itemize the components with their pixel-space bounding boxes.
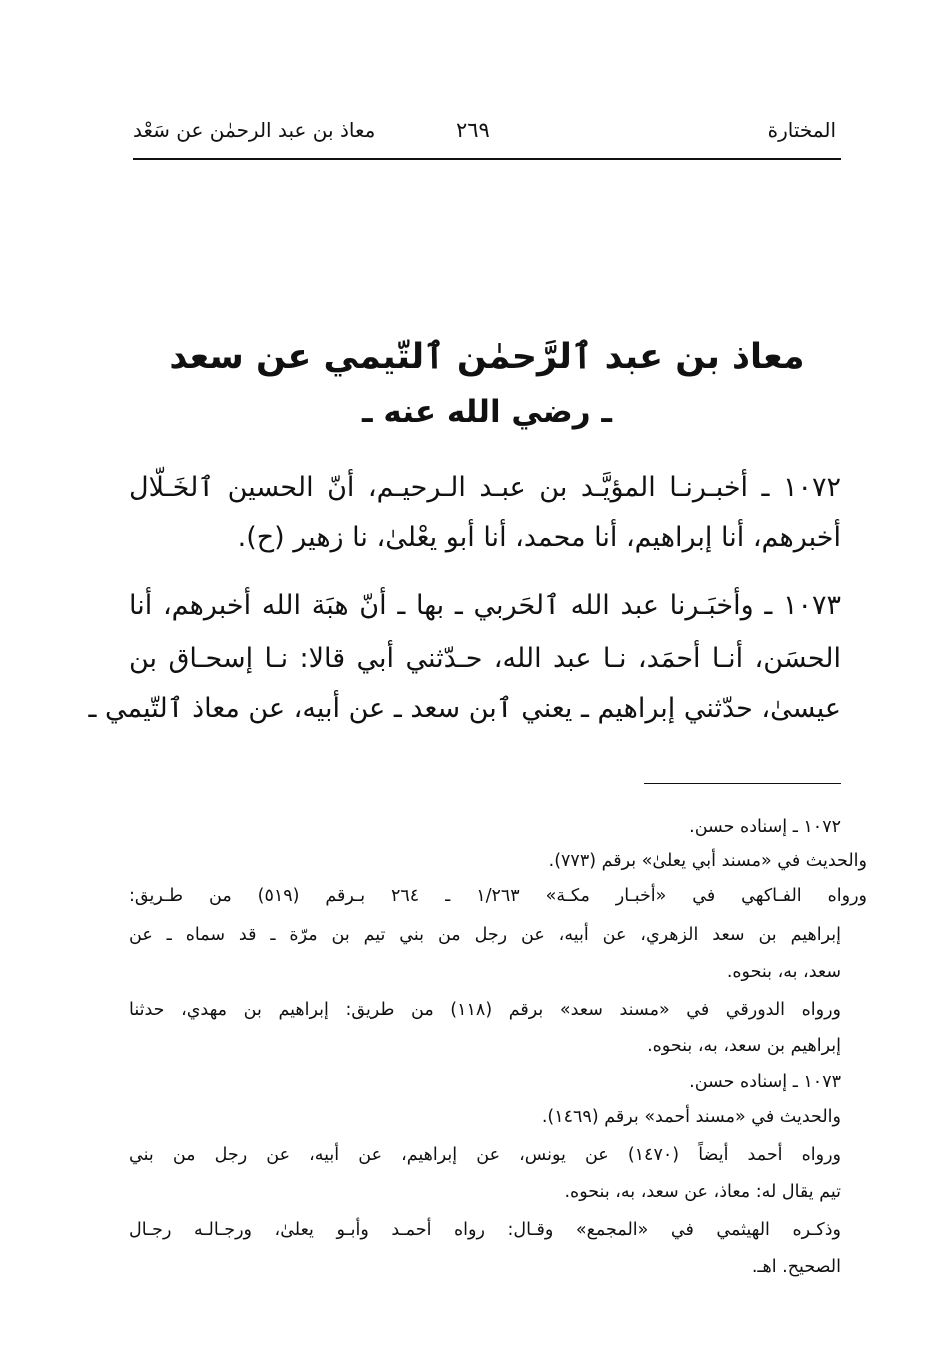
footnote-line: ورواه أحمد أيضاً (١٤٧٠) عن يونس، عن إبراهيم، عن أبيه، عن رجل من بني	[129, 1145, 841, 1165]
footnote-line: الصحيح. اهـ.	[751, 1257, 841, 1277]
body-line: ١٠٧٢ ـ أخبـرنـا المؤيَّـد بن عبـد الـرحيـم، أنّ الحسين ٱلخَـلّال	[129, 472, 841, 503]
running-header-chapter-title: معاذ بن عبد الرحمٰن عن سَعْد	[133, 118, 376, 142]
body-line: أخبرهم، أنا إبراهيم، أنا محمد، أنا أبو يعْلىٰ، نا زهير (ح).	[237, 522, 841, 553]
footnote-line: إبراهيم بن سعد الزهري، عن أبيه، عن رجل من بني تيم بن مرّة ـ قد سماه ـ عن	[129, 925, 841, 945]
body-line: ١٠٧٣ ـ وأخبَـرنا عبد الله ٱلحَربي ـ بها ـ أنّ هبَة الله أخبرهم، أنا	[129, 590, 841, 621]
footnote-line: تيم يقال له: معاذ، عن سعد، به، بنحوه.	[564, 1182, 841, 1202]
footnote-line: إبراهيم بن سعد، به، بنحوه.	[647, 1036, 841, 1056]
footnote-line: ورواه الفـاكهي في «أخبـار مكـة» ١/٢٦٣ ـ ٢٦٤ بـرقم (٥١٩) من طـريق:	[129, 886, 867, 906]
page-number: ٢٦٩	[456, 118, 490, 142]
footnote-line: وذكـره الهيثمي في «المجمع» وقـال: رواه أحمـد وأبـو يعلىٰ، ورجـالـه رجـال	[129, 1220, 841, 1240]
footnote-line: ١٠٧٢ ـ إسناده حسن.	[689, 817, 841, 837]
footnote-line: ورواه الدورقي في «مسند سعد» برقم (١١٨) من طريق: إبراهيم بن مهدي، حدثنا	[129, 1000, 842, 1020]
body-line: عيسىٰ، حدّثني إبراهيم ـ يعني ٱبن سعد ـ عن أبيه، عن معاذ ٱلتّيمي ـ	[88, 693, 841, 724]
footnote-divider	[644, 783, 841, 784]
chapter-subtitle: ـ رضي الله عنه ـ	[362, 394, 612, 430]
running-header-book-title: المختارة	[767, 118, 836, 142]
footnote-line: سعد، به، بنحوه.	[726, 962, 841, 982]
footnote-line: والحديث في «مسند أبي يعلىٰ» برقم (٧٧٣).	[548, 851, 867, 871]
header-divider	[133, 158, 841, 160]
body-line: الحسَن، أنـا أحمَد، نـا عبد الله، حـدّثني أبي قالا: نـا إسحـاق بن	[129, 643, 841, 674]
footnote-line: ١٠٧٣ ـ إسناده حسن.	[689, 1072, 841, 1092]
footnote-line: والحديث في «مسند أحمد» برقم (١٤٦٩).	[541, 1107, 841, 1127]
chapter-title: معاذ بن عبد ٱلرَّحمٰن ٱلتّيمي عن سعد	[169, 337, 805, 377]
